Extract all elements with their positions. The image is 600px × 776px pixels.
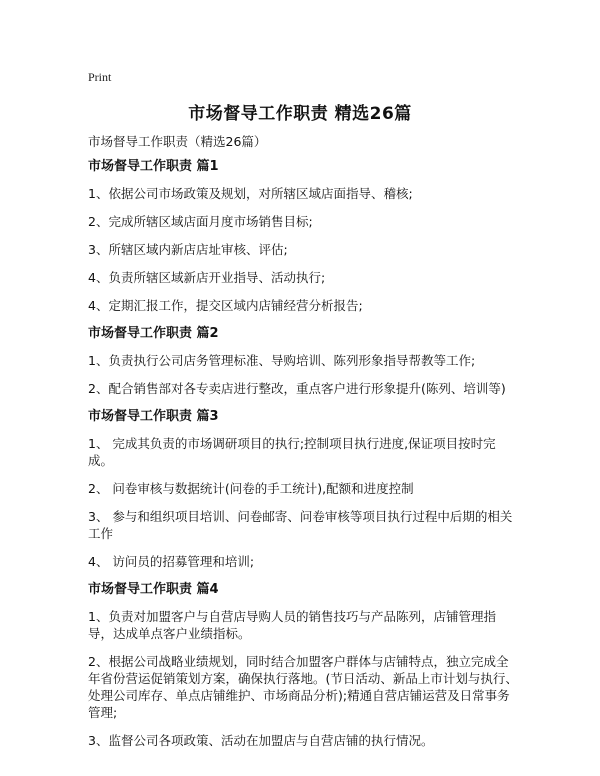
section-heading: 市场督导工作职责 篇1 <box>88 159 219 174</box>
document-subtitle: 市场督导工作职责（精选26篇） <box>88 134 267 149</box>
section-heading: 市场督导工作职责 篇2 <box>88 326 219 341</box>
print-link[interactable]: Print <box>88 70 112 84</box>
section <box>88 325 518 397</box>
list-item: 3、监督公司各项政策、活动在加盟店与自营店铺的执行情况。 <box>88 733 434 748</box>
list-item: 2、配合销售部对各专卖店进行整改，重点客户进行形象提升(陈列、培训等) <box>88 381 506 396</box>
list-item: 1、负责执行公司店务管理标准、导购培训、陈列形象指导帮教等工作; <box>88 353 476 368</box>
list-item: 2、完成所辖区域店面月度市场销售目标; <box>88 214 313 229</box>
list-item: 4、定期汇报工作，提交区域内店铺经营分析报告; <box>88 298 363 313</box>
section <box>88 408 518 570</box>
list-item: 4、负责所辖区域新店开业指导、活动执行; <box>88 270 326 285</box>
list-item: 2、 问卷审核与数据统计(问卷的手工统计),配额和进度控制 <box>88 481 414 496</box>
section-heading: 市场督导工作职责 篇4 <box>88 582 219 597</box>
section-heading: 市场督导工作职责 篇3 <box>88 409 219 424</box>
list-item: 3、所辖区域内新店店址审核、评估; <box>88 242 288 257</box>
list-item: 1、 完成其负责的市场调研项目的执行;控制项目执行进度,保证项目按时完成。 <box>88 436 496 468</box>
list-item: 4、 访问员的招募管理和培训; <box>88 554 255 569</box>
list-item: 1、依据公司市场政策及规划，对所辖区域店面指导、稽核; <box>88 186 413 201</box>
page-title: 市场督导工作职责 精选26篇 <box>188 104 412 124</box>
document-body <box>88 134 518 760</box>
section <box>88 158 518 314</box>
list-item: 3、 参与和组织项目培训、问卷邮寄、问卷审核等项目执行过程中后期的相关工作 <box>88 509 513 541</box>
list-item: 2、根据公司战略业绩规划，同时结合加盟客户群体与店铺特点，独立完成全年省份营运促销策划方案，确保执行落地。(节日活动、新品上市计划与执行、处理公司库存、单点店铺维护、市场商品分析);精通自营店铺运营及日常事务管理; <box>88 654 518 720</box>
section <box>88 581 518 749</box>
list-item: 1、负责对加盟客户与自营店导购人员的销售技巧与产品陈列，店铺管理指导，达成单点客户业绩指标。 <box>88 609 496 641</box>
